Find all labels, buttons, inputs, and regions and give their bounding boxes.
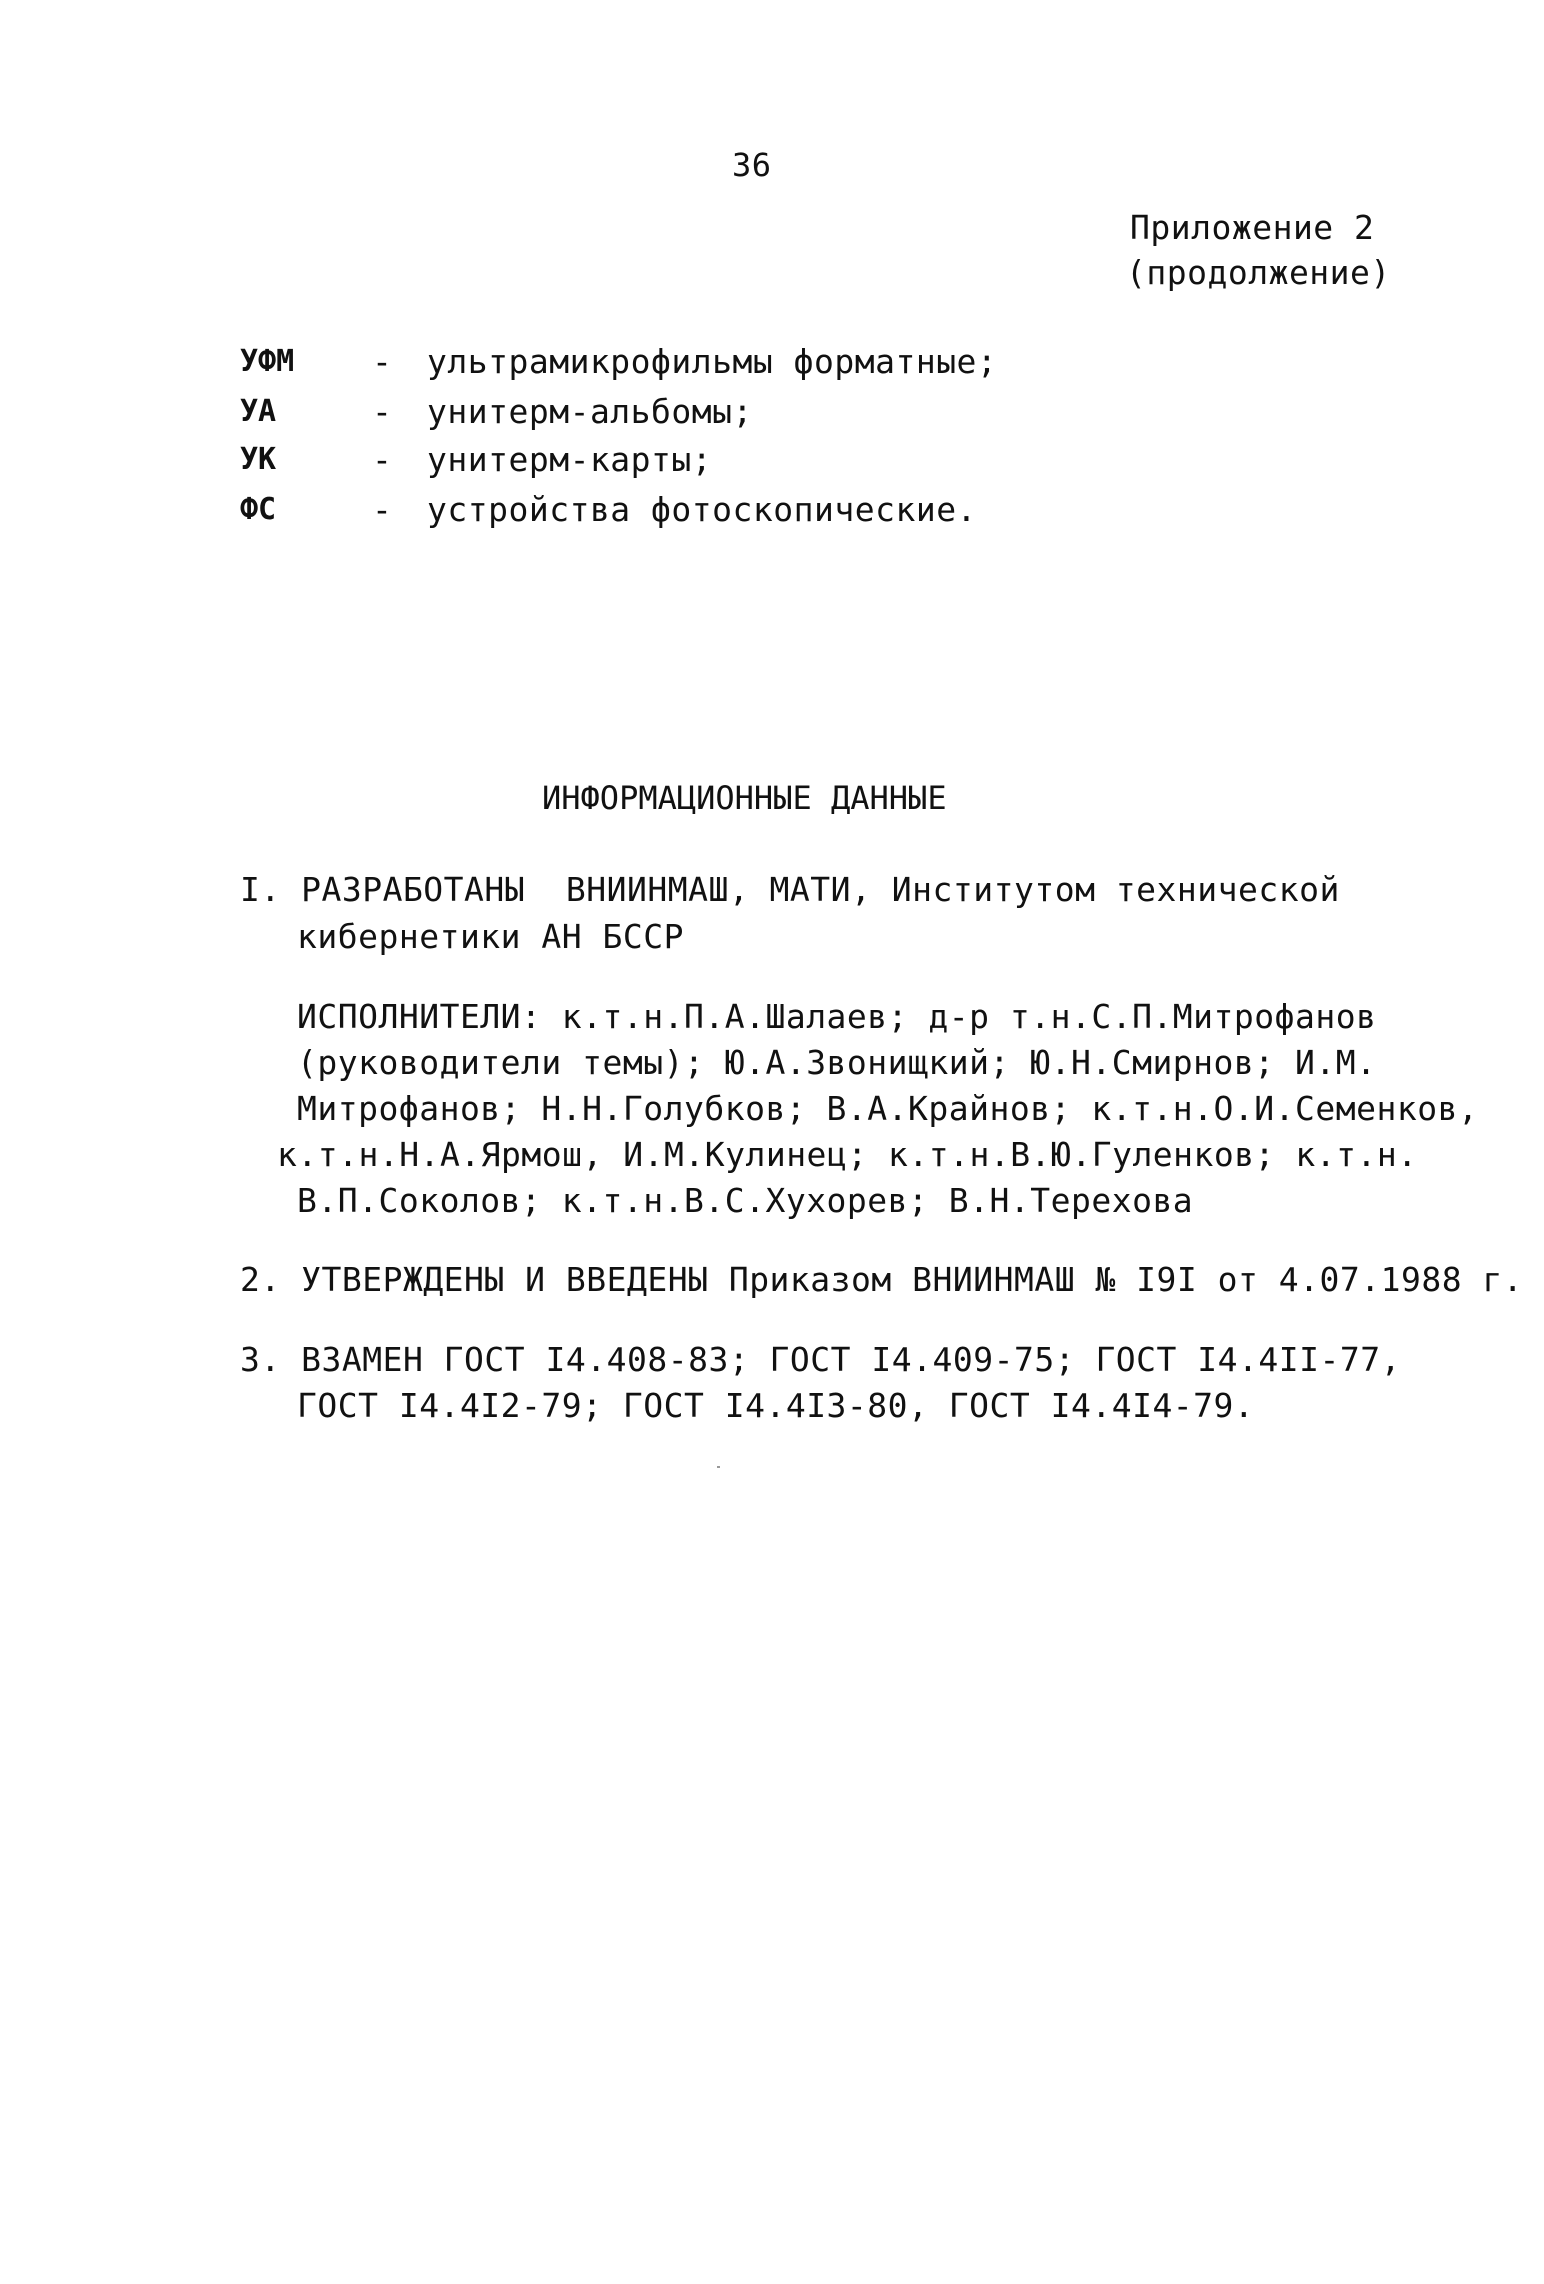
performers-line: Митрофанов; Н.Н.Голубков; В.А.Крайнов; к.т.н.О.И.Семенков, bbox=[297, 1089, 1479, 1128]
performers-line: В.П.Соколов; к.т.н.В.С.Хухорев; В.Н.Терехова bbox=[297, 1181, 1194, 1220]
page-number: 36 bbox=[732, 146, 772, 184]
abbreviation-dash: - bbox=[372, 490, 392, 529]
abbreviation-text: устройства фотоскопические. bbox=[427, 490, 977, 529]
performers-line: к.т.н.Н.А.Ярмош, И.М.Кулинец; к.т.н.В.Ю.Гуленков; к.т.н. bbox=[277, 1135, 1418, 1174]
info-item-approved: 2. УТВЕРЖДЕНЫ И ВВЕДЕНЫ Приказом ВНИИНМАШ № I9I от 4.07.1988 г. bbox=[240, 1260, 1524, 1299]
abbreviation-text: унитерм-альбомы; bbox=[427, 392, 753, 431]
performers-line: ИСПОЛНИТЕЛИ: к.т.н.П.А.Шалаев; д-р т.н.С.П.Митрофанов bbox=[297, 997, 1377, 1036]
abbreviation-text: унитерм-карты; bbox=[427, 440, 713, 479]
abbreviation-code: ФС bbox=[240, 492, 277, 527]
section-heading: ИНФОРМАЦИОННЫЕ ДАННЫЕ bbox=[542, 779, 947, 817]
scan-speck bbox=[717, 1466, 720, 1468]
abbreviation-code: УК bbox=[240, 442, 277, 477]
abbreviation-dash: - bbox=[372, 392, 392, 431]
abbreviation-dash: - bbox=[372, 440, 392, 479]
appendix-label: Приложение 2 bbox=[1130, 208, 1375, 247]
info-item-developed-line1: I. РАЗРАБОТАНЫ ВНИИНМАШ, МАТИ, Институтом технической bbox=[240, 870, 1340, 909]
abbreviation-dash: - bbox=[372, 342, 392, 381]
info-item-replaces-line2: ГОСТ I4.4I2-79; ГОСТ I4.4I3-80, ГОСТ I4.4I4-79. bbox=[297, 1386, 1255, 1425]
appendix-continuation: (продолжение) bbox=[1126, 253, 1391, 292]
performers-line: (руководители темы); Ю.А.Звонищкий; Ю.Н.Смирнов; И.М. bbox=[297, 1043, 1377, 1082]
info-item-developed-line2: кибернетики АН БССР bbox=[297, 917, 684, 956]
abbreviation-code: УА bbox=[240, 394, 277, 429]
abbreviation-text: ультрамикрофильмы форматные; bbox=[427, 342, 998, 381]
abbreviation-code: УФМ bbox=[240, 344, 295, 379]
info-item-replaces-line1: 3. ВЗАМЕН ГОСТ I4.408-83; ГОСТ I4.409-75; ГОСТ I4.4II-77, bbox=[240, 1340, 1401, 1379]
